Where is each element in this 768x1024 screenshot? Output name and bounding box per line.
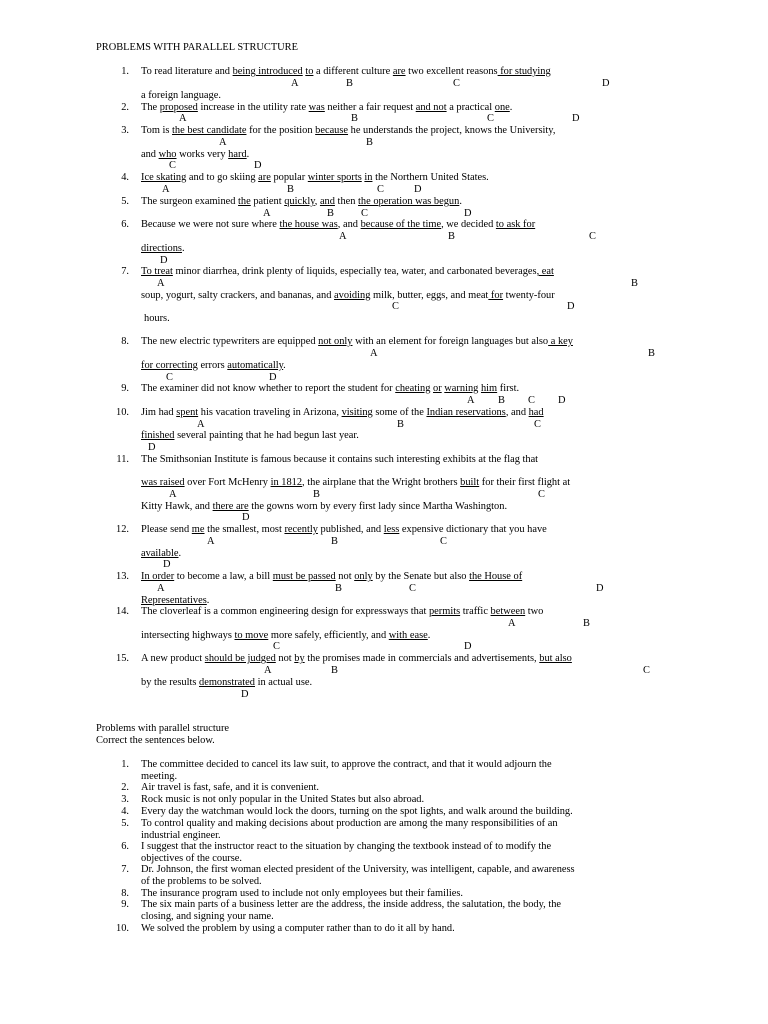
- choice-letter: A: [370, 348, 378, 359]
- question-text-line: [141, 677, 312, 688]
- question-number: 13.: [116, 571, 129, 582]
- correction-sentence: closing, and signing your name.: [141, 910, 274, 922]
- choice-letter: C: [361, 208, 368, 219]
- question-text-line: [141, 653, 572, 664]
- choice-letter: B: [366, 137, 373, 148]
- correction-sentence: Every day the watchman would lock the doors, turning on the spot lights, and walk around the building.: [141, 806, 573, 817]
- underlined-choice: and not: [415, 102, 447, 113]
- sentence-text: for the position: [246, 125, 316, 136]
- question-number: 6.: [121, 219, 129, 230]
- sentence-text: .: [178, 548, 182, 559]
- choice-letter: D: [148, 442, 156, 453]
- underlined-choice: cheating: [395, 383, 431, 394]
- question-text-line: [141, 172, 489, 183]
- question-number: 8.: [121, 336, 129, 347]
- underlined-choice: spent: [176, 407, 199, 418]
- question-number: 2.: [121, 102, 129, 113]
- choice-letter: B: [335, 583, 342, 594]
- question-text-line: [141, 571, 522, 582]
- question-number: 1.: [121, 66, 129, 77]
- underlined-choice: are: [392, 66, 406, 77]
- sentence-text: , and: [505, 407, 529, 418]
- question-text-line: [141, 477, 570, 488]
- sentence-text: .: [509, 102, 513, 113]
- choice-letter: D: [464, 208, 472, 219]
- correction-number: 7.: [121, 864, 129, 875]
- sentence-text: his vacation traveling in Arizona,: [198, 407, 342, 418]
- choice-letter: B: [498, 395, 505, 406]
- choice-letter: B: [346, 78, 353, 89]
- question-text-line: [141, 149, 249, 160]
- sentence-text: works very: [176, 149, 229, 160]
- correction-number: 9.: [121, 899, 129, 910]
- sentence-text: not: [275, 653, 295, 664]
- question-number: 14.: [116, 606, 129, 617]
- question-text-line: [141, 407, 544, 418]
- sentence-text: by the results: [141, 677, 200, 688]
- sentence-text: , and: [337, 219, 361, 230]
- sentence-text: Because we were not sure where: [141, 219, 280, 230]
- choice-letter: A: [219, 137, 227, 148]
- sentence-text: minor diarrhea, drink plenty of liquids, especially tea, water, and carbonated beverages: [172, 266, 537, 277]
- sentence-text: .: [246, 149, 250, 160]
- choice-letter: D: [160, 255, 168, 266]
- underlined-choice: , eat: [536, 266, 554, 277]
- sentence-text: the promises made in commercials and advertisements,: [304, 653, 540, 664]
- choice-letter: D: [558, 395, 566, 406]
- choice-letter: A: [467, 395, 475, 406]
- sentence-text: The examiner did not know whether to report the student for: [141, 383, 396, 394]
- underlined-choice: the operation was begun: [358, 196, 460, 207]
- choice-letter: C: [643, 665, 650, 676]
- sentence-text: .: [427, 630, 431, 641]
- question-text-line: [141, 102, 512, 113]
- question-number: 11.: [116, 454, 129, 465]
- question-number: 10.: [116, 407, 129, 418]
- sentence-text: and: [141, 149, 159, 160]
- choice-letter: D: [464, 641, 472, 652]
- sentence-text: Tom is: [141, 125, 173, 136]
- correction-sentence: The insurance program used to include not only employees but their families.: [141, 888, 464, 899]
- underlined-choice: one: [494, 102, 510, 113]
- sentence-text: a different culture: [313, 66, 393, 77]
- sentence-text: .: [181, 243, 185, 254]
- underlined-choice: To treat: [141, 266, 173, 277]
- underlined-choice: only: [354, 571, 373, 582]
- sentence-text: expensive dictionary that you have: [399, 524, 547, 535]
- choice-letter: D: [572, 113, 580, 124]
- question-text-line: [141, 66, 551, 77]
- choice-letter: B: [397, 419, 404, 430]
- choice-letter: A: [207, 536, 215, 547]
- sentence-text: a foreign language.: [141, 90, 221, 101]
- choice-letter: A: [264, 665, 272, 676]
- underlined-choice: available: [141, 548, 179, 559]
- choice-letter: A: [197, 419, 205, 430]
- sentence-text: the gowns worn by every first lady since Martha Washington.: [248, 501, 508, 512]
- question-number: 4.: [121, 172, 129, 183]
- question-text-line: [141, 290, 555, 301]
- sentence-text: , we decided: [441, 219, 496, 230]
- choice-letter: A: [157, 278, 165, 289]
- choice-letter: C: [377, 184, 384, 195]
- sentence-text: milk, butter, eggs, and meat: [370, 290, 489, 301]
- underlined-choice: or: [433, 383, 442, 394]
- underlined-choice: was raised: [141, 477, 185, 488]
- sentence-text: The surgeon examined: [141, 196, 239, 207]
- underlined-choice: in 1812: [270, 477, 303, 488]
- underlined-choice: in: [364, 172, 373, 183]
- question-number: 9.: [121, 383, 129, 394]
- question-number: 15.: [116, 653, 129, 664]
- underlined-choice: the best candidate: [172, 125, 247, 136]
- sentence-text: more safely, efficiently, and: [268, 630, 389, 641]
- sentence-text: in actual use.: [255, 677, 313, 688]
- sentence-text: The cloverleaf is a common engineering design for expressways that: [141, 606, 429, 617]
- question-text-line: [141, 336, 573, 347]
- underlined-choice: built: [460, 477, 480, 488]
- sentence-text: neither a fair request: [324, 102, 416, 113]
- choice-letter: D: [242, 512, 250, 523]
- question-text-line: [141, 219, 535, 230]
- sentence-text: with an element for foreign languages but also: [352, 336, 549, 347]
- sentence-text: some of the: [372, 407, 427, 418]
- choice-letter: C: [453, 78, 460, 89]
- correction-sentence: Dr. Johnson, the first woman elected president of the University, was intelligent, capable, and awareness: [141, 864, 575, 875]
- underlined-choice: should be judged: [204, 653, 276, 664]
- sentence-text: patient: [250, 196, 285, 207]
- underlined-choice: but also: [539, 653, 572, 664]
- choice-letter: A: [263, 208, 271, 219]
- underlined-choice: the: [238, 196, 251, 207]
- correction-number: 1.: [121, 759, 129, 770]
- choice-letter: C: [392, 301, 399, 312]
- sentence-text: soup, yogurt, salty crackers, and bananas, and: [141, 290, 335, 301]
- sentence-text: over Fort McHenry: [184, 477, 271, 488]
- underlined-choice: with ease: [388, 630, 428, 641]
- underlined-choice: In order: [141, 571, 175, 582]
- question-text-line: [141, 243, 185, 254]
- underlined-choice: a key: [548, 336, 573, 347]
- question-text-line: [141, 383, 519, 394]
- choice-letter: A: [169, 489, 177, 500]
- sentence-text: .: [206, 595, 210, 606]
- sentence-text: , the airplane that the Wright brothers: [302, 477, 461, 488]
- section-title: PROBLEMS WITH PARALLEL STRUCTURE: [96, 42, 298, 53]
- choice-letter: C: [273, 641, 280, 652]
- choice-letter: B: [648, 348, 655, 359]
- underlined-choice: to: [305, 66, 314, 77]
- choice-letter: D: [241, 689, 249, 700]
- choice-letter: A: [157, 583, 165, 594]
- correction-number: 3.: [121, 794, 129, 805]
- underlined-choice: for correcting: [141, 360, 198, 371]
- choice-letter: D: [254, 160, 262, 171]
- underlined-choice: directions: [141, 243, 182, 254]
- underlined-choice: demonstrated: [199, 677, 255, 688]
- choice-letter: C: [534, 419, 541, 430]
- sentence-text: by the Senate but also: [372, 571, 470, 582]
- choice-letter: D: [163, 559, 171, 570]
- choice-letter: A: [291, 78, 299, 89]
- underlined-choice: the House of: [469, 571, 523, 582]
- sentence-text: first.: [497, 383, 520, 394]
- underlined-choice: automatically: [227, 360, 284, 371]
- underlined-choice: being introduced: [232, 66, 303, 77]
- underlined-choice: hard: [228, 149, 247, 160]
- choice-letter: C: [440, 536, 447, 547]
- underlined-choice: who: [158, 149, 177, 160]
- choice-letter: B: [583, 618, 590, 629]
- choice-letter: C: [538, 489, 545, 500]
- underlined-choice: because of the time: [360, 219, 442, 230]
- question-number: 7.: [121, 266, 129, 277]
- question-text-line: [141, 524, 547, 535]
- choice-letter: C: [528, 395, 535, 406]
- question-text-line: [141, 501, 507, 512]
- sentence-text: a practical: [446, 102, 495, 113]
- choice-letter: D: [269, 372, 277, 383]
- question-number: 5.: [121, 196, 129, 207]
- choice-letter: D: [596, 583, 604, 594]
- underlined-choice: not only: [318, 336, 353, 347]
- choice-letter: A: [179, 113, 187, 124]
- underlined-choice: recently: [284, 524, 318, 535]
- sentence-text: two: [525, 606, 544, 617]
- choice-letter: B: [287, 184, 294, 195]
- underlined-choice: less: [383, 524, 400, 535]
- correction-sentence: Air travel is fast, safe, and it is convenient.: [141, 782, 320, 793]
- underlined-choice: to ask for: [495, 219, 536, 230]
- underlined-choice: avoiding: [334, 290, 371, 301]
- sentence-text: twenty-four: [503, 290, 555, 301]
- correction-sentence: We solved the problem by using a computer rather than to do it all by hand.: [141, 923, 455, 934]
- sentence-text: hours.: [144, 313, 170, 324]
- correction-number: 10.: [116, 923, 129, 934]
- sentence-text: The Smithsonian Institute is famous because it contains such interesting exhibits at the flag that: [141, 454, 539, 465]
- correction-sentence: industrial engineer.: [141, 829, 221, 841]
- choice-letter: A: [508, 618, 516, 629]
- question-number: 3.: [121, 125, 129, 136]
- underlined-choice: because: [315, 125, 349, 136]
- sentence-text: the smallest, most: [204, 524, 285, 535]
- exercise-instructions: Correct the sentences below.: [96, 735, 215, 746]
- sentence-text: several painting that he had begun last year.: [174, 430, 359, 441]
- underlined-choice: to move: [234, 630, 269, 641]
- sentence-text: Please send: [141, 524, 192, 535]
- underlined-choice: must be passed: [272, 571, 336, 582]
- choice-letter: B: [313, 489, 320, 500]
- sentence-text: intersecting highways: [141, 630, 235, 641]
- underlined-choice: by: [294, 653, 305, 664]
- sentence-text: The new electric typewriters are equipped: [141, 336, 319, 347]
- sentence-text: errors: [197, 360, 228, 371]
- correction-number: 6.: [121, 841, 129, 852]
- sentence-text: .: [459, 196, 462, 207]
- underlined-choice: for: [488, 290, 504, 301]
- sentence-text: published, and: [317, 524, 384, 535]
- correction-sentence: The committee decided to cancel its law suit, to approve the contract, and that it would adjourn the: [141, 759, 552, 770]
- underlined-choice: finished: [141, 430, 175, 441]
- sentence-text: then: [334, 196, 359, 207]
- sentence-text: To read literature and: [141, 66, 233, 77]
- correction-sentence: To control quality and making decisions about production are among the many responsibilities of an: [141, 818, 558, 829]
- sentence-text: he understands the project, knows the University,: [348, 125, 556, 136]
- question-text-line: [141, 196, 462, 207]
- underlined-choice: between: [490, 606, 526, 617]
- choice-letter: C: [166, 372, 173, 383]
- underlined-choice: me: [191, 524, 205, 535]
- correction-number: 8.: [121, 888, 129, 899]
- question-text-line: [141, 125, 555, 136]
- sentence-text: the Northern United States.: [372, 172, 489, 183]
- choice-letter: A: [339, 231, 347, 242]
- sentence-text: to become a law, a bill: [174, 571, 273, 582]
- sentence-text: increase in the utility rate: [197, 102, 309, 113]
- choice-letter: B: [331, 536, 338, 547]
- question-text-line: [141, 266, 554, 277]
- choice-letter: D: [602, 78, 610, 89]
- choice-letter: A: [162, 184, 170, 195]
- question-text-line: [141, 630, 430, 641]
- underlined-choice: Representatives: [141, 595, 207, 606]
- choice-letter: C: [169, 160, 176, 171]
- choice-letter: C: [409, 583, 416, 594]
- correction-number: 4.: [121, 806, 129, 817]
- underlined-choice: for studying: [497, 66, 551, 77]
- underlined-choice: winter sports: [307, 172, 362, 183]
- choice-letter: B: [351, 113, 358, 124]
- exercise-title: Problems with parallel structure: [96, 723, 230, 734]
- question-text-line: [141, 360, 286, 371]
- sentence-text: ,: [314, 196, 320, 207]
- choice-letter: D: [567, 301, 575, 312]
- underlined-choice: visiting: [341, 407, 373, 418]
- underlined-choice: proposed: [159, 102, 198, 113]
- correction-number: 2.: [121, 782, 129, 793]
- correction-sentence: meeting.: [141, 770, 178, 782]
- choice-letter: C: [589, 231, 596, 242]
- sentence-text: for their first flight at: [479, 477, 571, 488]
- underlined-choice: quickly: [284, 196, 315, 207]
- underlined-choice: and: [319, 196, 335, 207]
- choice-letter: D: [414, 184, 422, 195]
- question-text-line: [141, 548, 181, 559]
- underlined-choice: the house was: [279, 219, 338, 230]
- underlined-choice: are: [258, 172, 271, 183]
- choice-letter: B: [331, 665, 338, 676]
- correction-sentence: The six main parts of a business letter are the address, the inside address, the salutation, the body, the: [141, 899, 562, 910]
- underlined-choice: Ice skating: [141, 172, 187, 183]
- correction-sentence: of the problems to be solved.: [141, 875, 262, 887]
- choice-letter: C: [487, 113, 494, 124]
- underlined-choice: had: [528, 407, 544, 418]
- choice-letter: B: [448, 231, 455, 242]
- underlined-choice: him: [480, 383, 498, 394]
- sentence-text: popular: [270, 172, 308, 183]
- sentence-text: Jim had: [141, 407, 177, 418]
- sentence-text: two excellent reasons: [405, 66, 498, 77]
- sentence-text: traffic: [460, 606, 491, 617]
- underlined-choice: warning: [444, 383, 479, 394]
- correction-sentence: I suggest that the instructor react to the situation by changing the textbook instead of to modify the: [141, 841, 552, 852]
- sentence-text: and to go skiing: [186, 172, 259, 183]
- underlined-choice: there are: [212, 501, 249, 512]
- question-text-line: [141, 90, 221, 101]
- sentence-text: The: [141, 102, 160, 113]
- choice-letter: B: [327, 208, 334, 219]
- correction-sentence: objectives of the course.: [141, 852, 242, 864]
- question-text-line: [141, 454, 538, 465]
- underlined-choice: was: [308, 102, 325, 113]
- sentence-text: .: [283, 360, 286, 371]
- sentence-text: not: [335, 571, 355, 582]
- underlined-choice: permits: [428, 606, 461, 617]
- sentence-text: Kitty Hawk, and: [141, 501, 213, 512]
- question-number: 12.: [116, 524, 129, 535]
- correction-sentence: Rock music is not only popular in the United States but also abroad.: [141, 794, 425, 805]
- question-text-line: [141, 430, 359, 441]
- question-text-line: [141, 606, 543, 617]
- question-text-line: [144, 313, 170, 324]
- sentence-text: A new product: [141, 653, 205, 664]
- choice-letter: B: [631, 278, 638, 289]
- underlined-choice: Indian reservations: [426, 407, 506, 418]
- correction-number: 5.: [121, 818, 129, 829]
- question-text-line: [141, 595, 209, 606]
